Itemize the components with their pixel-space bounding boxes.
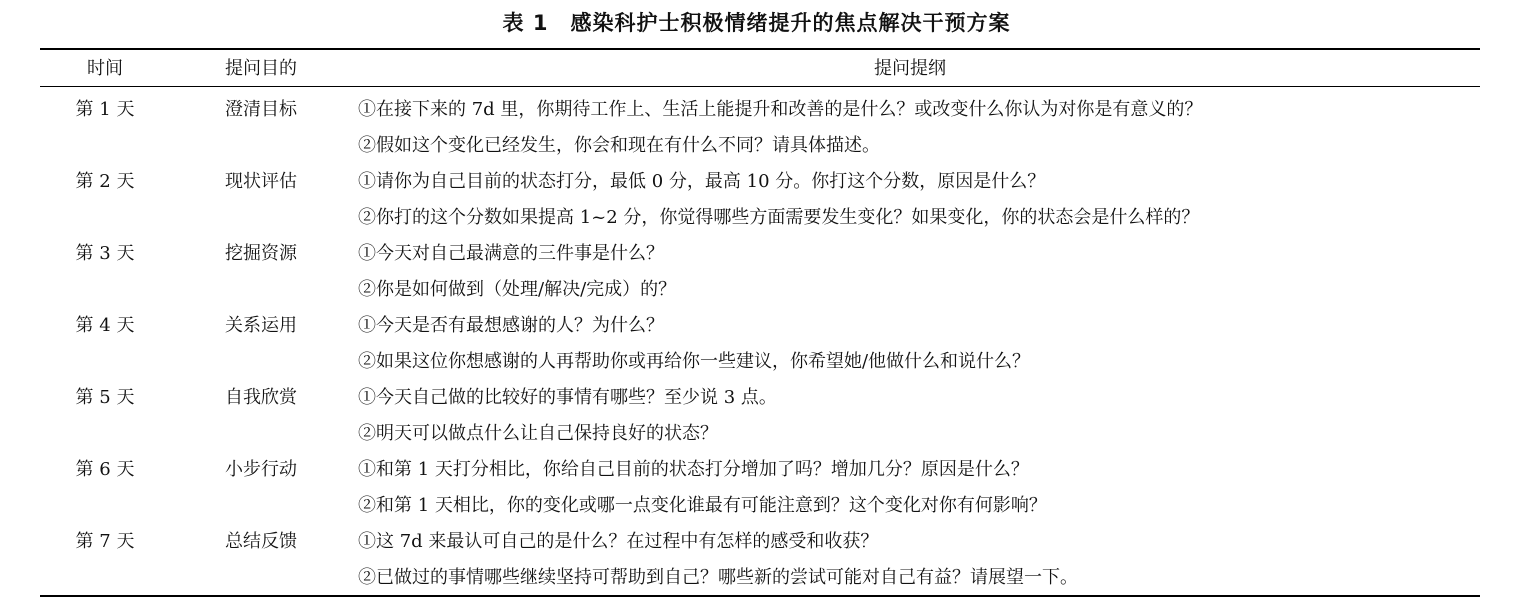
question-2: ②假如这个变化已经发生，你会和现在有什么不同？请具体描述。 [358,135,880,156]
question-1: ①这 7d 来最认可自己的是什么？在过程中有怎样的感受和收获？ [358,531,879,552]
day-cell: 第 3 天 [75,243,135,264]
questions-cell [358,164,1199,236]
purpose-cell: 小步行动 [225,459,297,480]
header-time: 时间 [87,58,123,79]
day-cell: 第 4 天 [75,315,135,336]
day-cell: 第 7 天 [75,531,135,552]
table-row [0,236,1513,308]
table-title: 表 1 感染科护士积极情绪提升的焦点解决干预方案 [502,11,1011,35]
table-row [0,380,1513,452]
table-row [0,164,1513,236]
purpose-cell: 现状评估 [225,171,297,192]
table-row [0,452,1513,524]
table-body [0,92,1513,596]
purpose-cell: 关系运用 [225,315,297,336]
questions-cell [358,92,1202,164]
questions-cell [358,308,1030,380]
table-row [0,92,1513,164]
purpose-cell: 总结反馈 [225,531,297,552]
purpose-cell: 澄清目标 [225,99,297,120]
table-header [0,52,1513,86]
table-row [0,524,1513,596]
question-1: ①今天自己做的比较好的事情有哪些？至少说 3 点。 [358,387,777,408]
questions-cell [358,236,676,308]
questions-cell [358,380,777,452]
question-1: ①今天对自己最满意的三件事是什么？ [358,243,664,264]
question-1: ①在接下来的 7d 里，你期待工作上、生活上能提升和改善的是什么？或改变什么你认为对你是有意义的？ [358,99,1203,120]
purpose-cell: 挖掘资源 [225,243,297,264]
day-cell: 第 2 天 [75,171,135,192]
table-row [0,308,1513,380]
question-2: ②已做过的事情哪些继续坚持可帮助到自己？哪些新的尝试可能对自己有益？请展望一下。 [358,567,1078,588]
top-rule [40,48,1480,50]
question-2: ②如果这位你想感谢的人再帮助你或再给你一些建议，你希望她/他做什么和说什么？ [358,351,1031,372]
header-outline: 提问提纲 [874,58,946,79]
question-2: ②你是如何做到（处理/解决/完成）的？ [358,279,677,300]
question-1: ①请你为自己目前的状态打分，最低 0 分，最高 10 分。你打这个分数，原因是什么？ [358,171,1046,192]
day-cell: 第 1 天 [75,99,135,120]
day-cell: 第 5 天 [75,387,135,408]
question-2: ②和第 1 天相比，你的变化或哪一点变化谁最有可能注意到？这个变化对你有何影响？ [358,495,1047,516]
header-rule [40,86,1480,87]
questions-cell [358,524,1078,596]
questions-cell [358,452,1047,524]
day-cell: 第 6 天 [75,459,135,480]
question-1: ①今天是否有最想感谢的人？为什么？ [358,315,664,336]
purpose-cell: 自我欣赏 [225,387,297,408]
question-2: ②明天可以做点什么让自己保持良好的状态？ [358,423,718,444]
question-2: ②你打的这个分数如果提高 1~2 分，你觉得哪些方面需要发生变化？如果变化，你的状态会是什么样的？ [358,207,1200,228]
question-1: ①和第 1 天打分相比，你给自己目前的状态打分增加了吗？增加几分？原因是什么？ [358,459,1029,480]
header-purpose: 提问目的 [225,58,297,79]
bottom-rule [40,595,1480,597]
